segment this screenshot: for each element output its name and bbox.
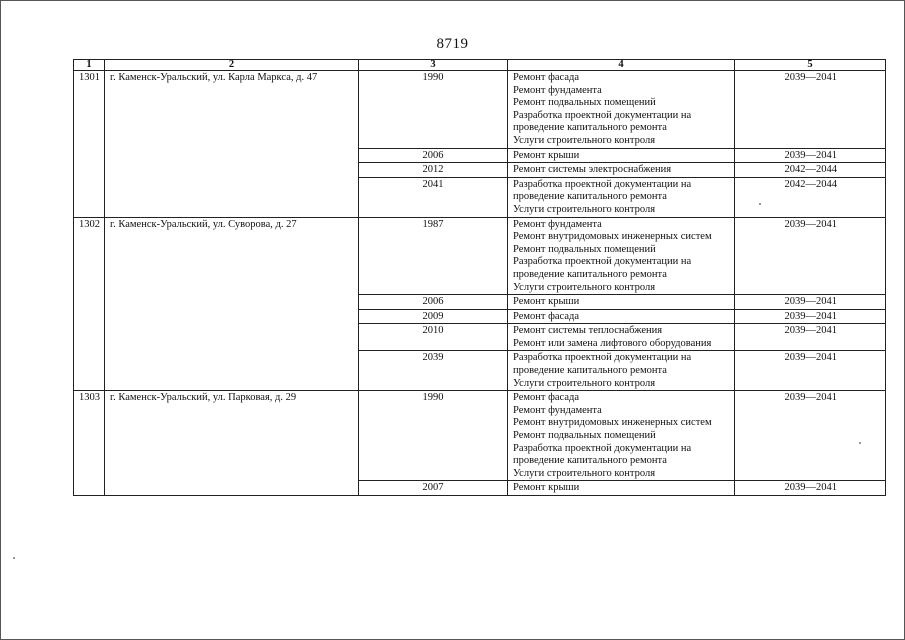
work-item: Услуги строительного контроля: [513, 203, 656, 215]
works-list: [508, 217, 735, 295]
work-item: Разработка проектной документации на: [513, 442, 692, 454]
work-item: Услуги строительного контроля: [513, 377, 656, 389]
planned-period: 2039—2041: [735, 148, 886, 163]
building-number: 1303: [74, 391, 105, 496]
repair-year: 2010: [359, 324, 508, 351]
table-row: [74, 71, 886, 149]
work-item: Ремонт внутридомовых инженерных систем: [513, 231, 712, 243]
building-number: 1301: [74, 71, 105, 218]
works-list: [508, 481, 735, 496]
column-header: 5: [735, 60, 886, 71]
work-item: Ремонт системы электроснабжения: [513, 164, 672, 176]
planned-period: 2039—2041: [735, 217, 886, 295]
planned-period: 2042—2044: [735, 163, 886, 178]
table-row: [74, 217, 886, 295]
scan-speck: [759, 203, 761, 205]
planned-period: 2042—2044: [735, 177, 886, 217]
work-item: проведение капитального ремонта: [513, 122, 667, 134]
work-item: Разработка проектной документации на: [513, 352, 692, 364]
repair-year: 2041: [359, 177, 508, 217]
repair-year: 2006: [359, 295, 508, 310]
planned-period: 2039—2041: [735, 309, 886, 324]
work-item: проведение капитального ремонта: [513, 455, 667, 467]
work-item: Ремонт фасада: [513, 72, 580, 83]
column-header: 2: [105, 60, 359, 71]
work-item: Разработка проектной документации на: [513, 178, 692, 190]
repair-year: 1990: [359, 391, 508, 481]
column-header: 3: [359, 60, 508, 71]
building-address: г. Каменск-Уральский, ул. Суворова, д. 27: [105, 217, 359, 391]
work-item: Ремонт внутридомовых инженерных систем: [513, 417, 712, 429]
works-list: [508, 163, 735, 178]
scan-speck: [13, 557, 15, 559]
planned-period: 2039—2041: [735, 324, 886, 351]
works-list: [508, 177, 735, 217]
works-list: [508, 309, 735, 324]
planned-period: 2039—2041: [735, 351, 886, 391]
table-row: [74, 391, 886, 481]
work-item: Ремонт фундамента: [513, 84, 602, 96]
planned-period: 2039—2041: [735, 481, 886, 496]
scan-speck: [859, 442, 861, 444]
work-item: Ремонт крыши: [513, 149, 580, 161]
repair-year: 1987: [359, 217, 508, 295]
works-list: [508, 351, 735, 391]
work-item: Услуги строительного контроля: [513, 134, 656, 146]
work-item: Разработка проектной документации на: [513, 256, 692, 268]
planned-period: 2039—2041: [735, 295, 886, 310]
building-number: 1302: [74, 217, 105, 391]
page-number: 8719: [436, 36, 469, 52]
repair-year: 2007: [359, 481, 508, 496]
table-body: [74, 71, 886, 496]
work-item: Услуги строительного контроля: [513, 281, 656, 293]
work-item: Ремонт фасада: [513, 310, 580, 322]
work-item: Ремонт фасада: [513, 392, 580, 404]
work-item: Ремонт крыши: [513, 482, 580, 494]
work-item: проведение капитального ремонта: [513, 191, 667, 203]
work-item: Разработка проектной документации на: [513, 109, 692, 121]
building-address: г. Каменск-Уральский, ул. Карла Маркса, д. 47: [105, 71, 359, 218]
work-item: Ремонт фундамента: [513, 404, 602, 416]
work-item: Ремонт или замена лифтового оборудования: [513, 337, 712, 349]
repair-year: 2006: [359, 148, 508, 163]
repair-year: 1990: [359, 71, 508, 149]
planned-period: 2039—2041: [735, 391, 886, 481]
column-header: 1: [74, 60, 105, 71]
works-list: [508, 324, 735, 351]
works-list: [508, 148, 735, 163]
works-list: [508, 71, 735, 149]
building-address: г. Каменск-Уральский, ул. Парковая, д. 29: [105, 391, 359, 496]
work-item: Ремонт фундамента: [513, 218, 602, 230]
work-item: проведение капитального ремонта: [513, 268, 667, 280]
repair-schedule-table: [73, 59, 886, 496]
work-item: Ремонт подвальных помещений: [513, 430, 656, 442]
repair-year: 2039: [359, 351, 508, 391]
work-item: Ремонт подвальных помещений: [513, 243, 656, 255]
work-item: Услуги строительного контроля: [513, 467, 656, 479]
works-list: [508, 295, 735, 310]
repair-year: 2009: [359, 309, 508, 324]
work-item: Ремонт подвальных помещений: [513, 97, 656, 109]
column-header: 4: [508, 60, 735, 71]
repair-year: 2012: [359, 163, 508, 178]
work-item: Ремонт крыши: [513, 296, 580, 308]
table-header-row: [74, 60, 886, 71]
works-list: [508, 391, 735, 481]
work-item: проведение капитального ремонта: [513, 365, 667, 377]
planned-period: 2039—2041: [735, 71, 886, 149]
work-item: Ремонт системы теплоснабжения: [513, 325, 663, 337]
